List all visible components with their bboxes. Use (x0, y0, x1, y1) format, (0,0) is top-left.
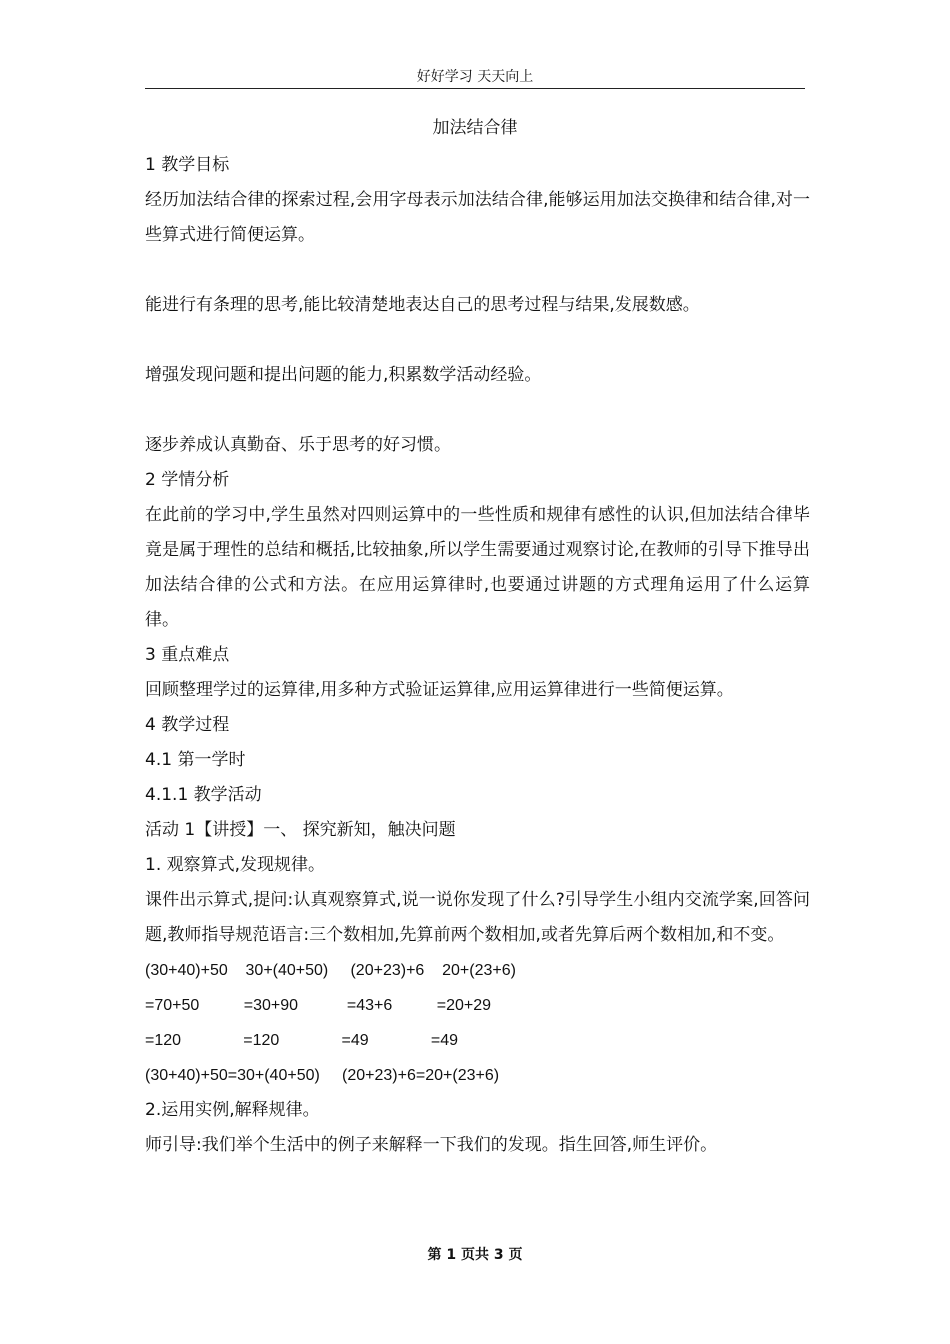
section-heading-3: 3 重点难点 (145, 645, 230, 665)
expression-line: (30+40)+50=30+(40+50) (20+23)+6=20+(23+6) (145, 1067, 500, 1084)
subsection-heading: 4.1 第一学时 (145, 750, 246, 770)
paragraph: 逐步养成认真勤奋、乐于思考的好习惯。 (145, 435, 451, 455)
paragraph: 课件出示算式,提问:认真观察算式,说一说你发现了什么?引导学生小组内交流学案,回答问题,教师指导规范语言:三个数相加,先算前两个数相加,或者先算后两个数相加,和不变。 (145, 890, 810, 945)
paragraph: 师引导:我们举个生活中的例子来解释一下我们的发现。指生回答,师生评价。 (145, 1135, 718, 1155)
paragraph: 回顾整理学过的运算律,用多种方式验证运算律,应用运算律进行一些简便运算。 (145, 680, 734, 700)
document-body (145, 148, 810, 1163)
expression-line: =70+50 =30+90 =43+6 =20+29 (145, 997, 492, 1014)
subsection-heading: 4.1.1 教学活动 (145, 785, 262, 805)
section-heading-4: 4 教学过程 (145, 715, 230, 735)
paragraph: 能进行有条理的思考,能比较清楚地表达自己的思考过程与结果,发展数感。 (145, 295, 700, 315)
step-heading: 1. 观察算式,发现规律。 (145, 855, 326, 875)
section-heading-2: 2 学情分析 (145, 470, 230, 490)
header-text: 好好学习 天天向上 (416, 69, 534, 85)
activity-heading: 活动 1【讲授】一、 探究新知，触决问题 (145, 820, 456, 840)
paragraph: 经历加法结合律的探索过程,会用字母表示加法结合律,能够运用加法交换律和结合律,对一些算式进行简便运算。 (145, 190, 810, 245)
paragraph: 增强发现问题和提出问题的能力,积累数学活动经验。 (145, 365, 542, 385)
step-heading: 2.运用实例,解释规律。 (145, 1100, 320, 1120)
expression-line: (30+40)+50 30+(40+50) (20+23)+6 20+(23+6) (145, 962, 516, 979)
expression-line: =120 =120 =49 =49 (145, 1032, 459, 1049)
page-footer: 第 1 页共 3 页 (427, 1247, 523, 1263)
section-heading-1: 1 教学目标 (145, 155, 230, 175)
page-header (145, 66, 805, 89)
paragraph: 在此前的学习中,学生虽然对四则运算中的一些性质和规律有感性的认识,但加法结合律毕竟是属于理性的总结和概括,比较抽象,所以学生需要通过观察讨论,在教师的引导下推导出加法结合律的公式和方法。在应用运算律时,也要通过讲题的方式理角运用了什么运算律。 (145, 505, 810, 630)
document-title: 加法结合律 (432, 118, 518, 138)
